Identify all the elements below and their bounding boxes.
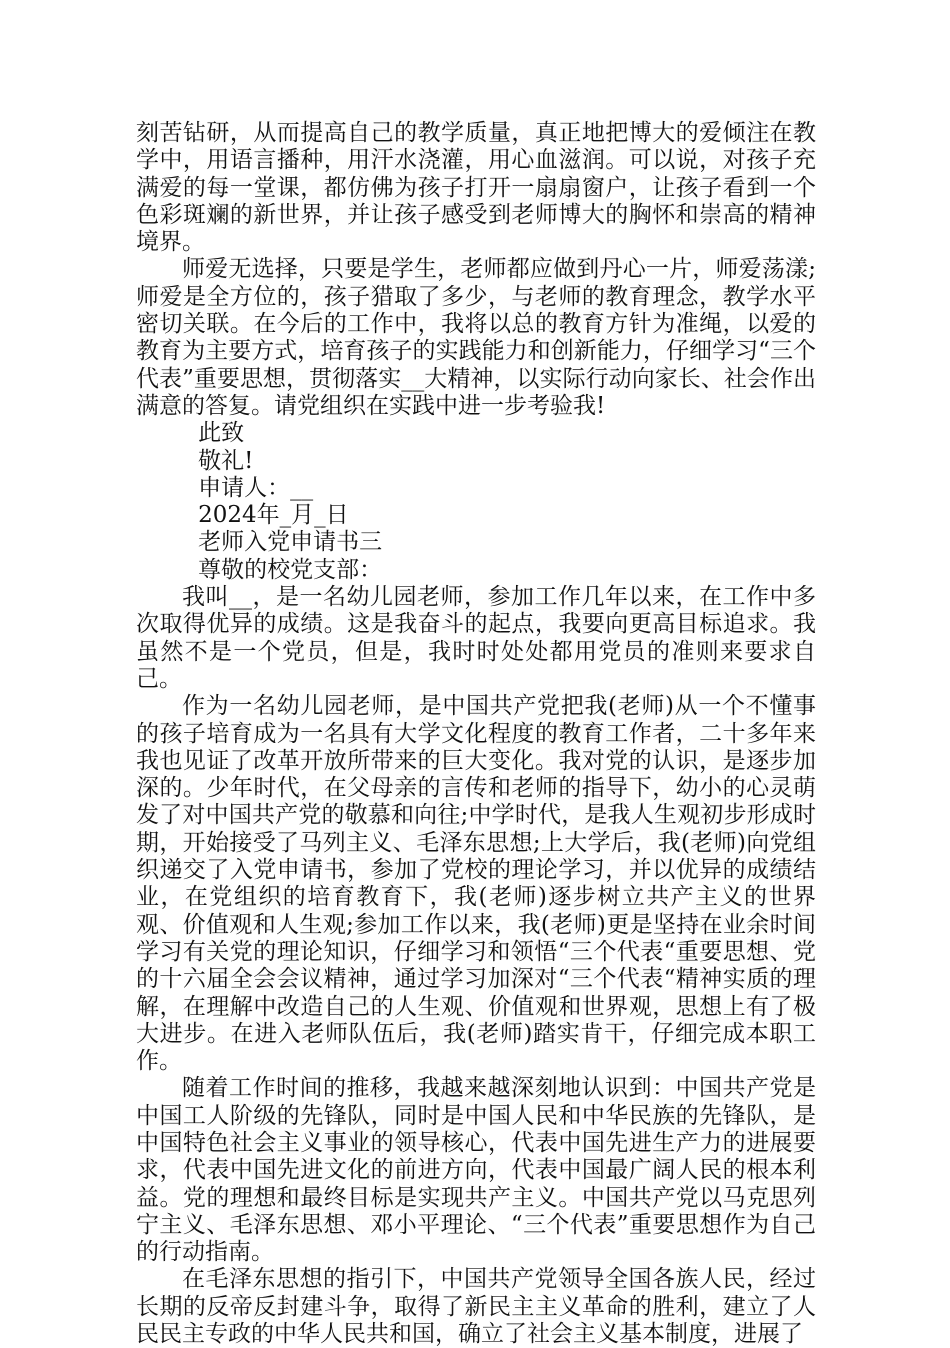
paragraph-understanding: 随着工作时间的推移，我越来越深刻地认识到：中国共产党是中国工人阶级的先锋队，同时是中国人民和中华民族的先锋队，是中国特色社会主义事业的领导核心，代表中国先进生产力的进展要求，代表中国先进文化的前进方向，代表中国最广阔人民的根本利益。党的理想和最终目标是实现共产主义。中国共产党以马克思列宁主义、毛泽东思想、邓小平理论、“三个代表”重要思想作为自己的行动指南。 [136,1075,816,1266]
paragraph-background: 作为一名幼儿园老师，是中国共产党把我(老师)从一个不懂事的孩子培育成为一名具有大学文化程度的教育工作者，二十多年来我也见证了改革开放所带来的巨大变化。我对党的认识，是逐步加深的。少年时代，在父母亲的言传和老师的指导下，幼小的心灵萌发了对中国共产党的敬慕和向往;中学时代，是我人生观初步形成时期，开始接受了马列主义、毛泽东思想;上大学后，我(老师)向党组织递交了入党申请书，参加了党校的理论学习，并以优异的成绩结业，在党组织的培育教育下，我(老师)逐步树立共产主义的世界观、价值观和人生观;参加工作以来，我(老师)更是坚持在业余时间学习有关党的理论知识，仔细学习和领悟“三个代表“重要思想、党的十六届全会会议精神，通过学习加深对“三个代表“精神实质的理解，在理解中改造自己的人生观、价值观和世界观，思想上有了极大进步。在进入老师队伍后，我(老师)踏实肯干，仔细完成本职工作。 [136,693,816,1075]
addressee: 尊敬的校党支部： [198,556,383,583]
paragraph-history: 在毛泽东思想的指引下，中国共产党领导全国各族人民，经过长期的反帝反封建斗争，取得了新民主主义革命的胜利，建立了人民民主专政的中华人民共和国，确立了社会主义基本制度，进展了 [136,1266,816,1348]
closing-regards: 敬礼! [198,447,254,474]
document-body [136,120,816,1348]
paragraph-teacher-love: 师爱无选择，只要是学生，老师都应做到丹心一片，师爱荡漾;师爱是全方位的，孩子猎取了多少，与老师的教育理念，教学水平密切关联。在今后的工作中，我将以总的教育方针为准绳，以爱的教育为主要方式，培育孩子的实践能力和创新能力，仔细学习“三个代表”重要思想，贯彻落实__大精神，以实际行动向家长、社会作出满意的答复。请党组织在实践中进一步考验我! [136,256,816,419]
applicant-signature: 申请人：__ [198,474,314,501]
section-title: 老师入党申请书三 [198,529,383,556]
paragraph-introduction: 我叫__，是一名幼儿园老师，参加工作几年以来，在工作中多次取得优异的成绩。这是我奋斗的起点，我要向更高目标追求。我虽然不是一个党员，但是，我时时处处都用党员的准则来要求自己。 [136,584,816,692]
closing-salutation: 此致 [198,420,245,447]
paragraph-continuation: 刻苦钻研，从而提高自己的教学质量，真正地把博大的爱倾注在教学中，用语言播种，用汗水浇灌，用心血滋润。可以说，对孩子充满爱的每一堂课，都仿佛为孩子打开一扇扇窗户，让孩子看到一个色彩斑斓的新世界，并让孩子感受到老师博大的胸怀和崇高的精神境界。 [136,120,816,256]
date-line: 2024年_月_日 [198,502,349,529]
